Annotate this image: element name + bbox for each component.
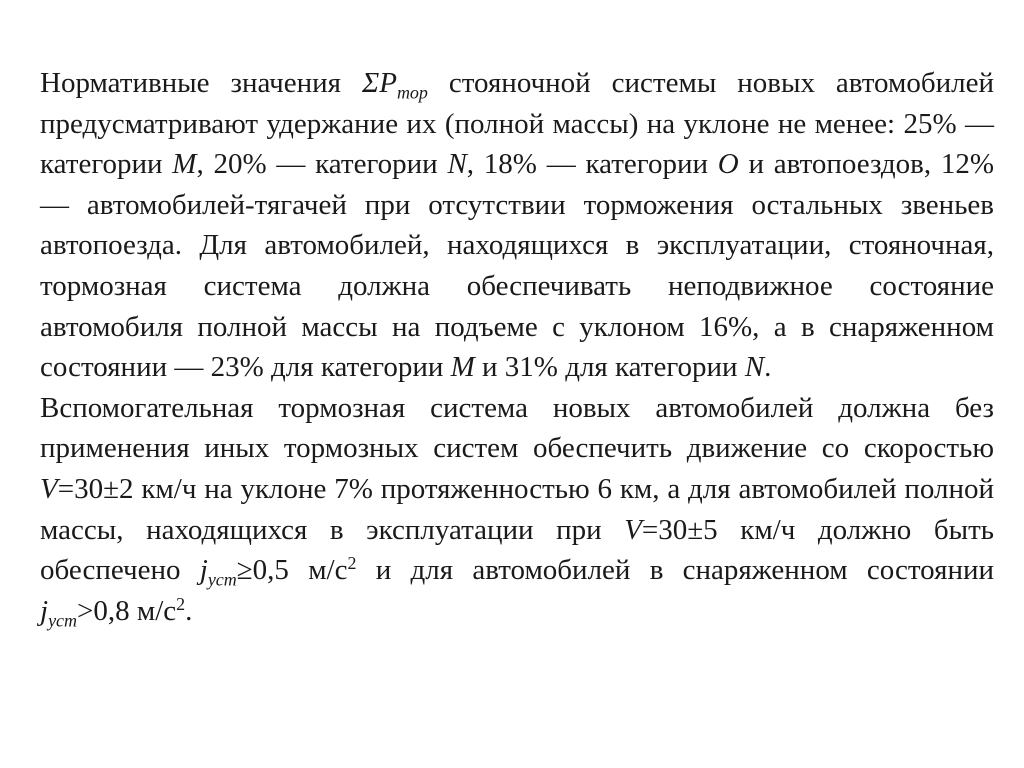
text-run: Вспомогательная тормозная система новых автомобилей должна без применения иных тормозных систем обеспечить движение со скоростью xyxy=(40,391,994,465)
symbol-v: V xyxy=(624,513,642,546)
text-run: , 18% — категории xyxy=(466,148,718,181)
category-m: M xyxy=(172,148,197,181)
text-run: Нормативные значения xyxy=(40,67,362,99)
symbol-v: V xyxy=(40,472,58,505)
text-run: . xyxy=(764,351,772,384)
paragraph-parking-brake xyxy=(40,63,994,388)
category-m: M xyxy=(450,351,475,384)
text-run: и автопоездов, 12% — автомобилей-тягачей при отсутствии торможения остальных звеньев автопоезда. Для автомобилей, находящихся в эксплуатации, стояночная, тормозная система должна обеспечивать неподвижное состояние автомобиля полной массы на подъеме с уклоном 16%, а в снаряженном состоянии — 23% для категории xyxy=(40,148,995,384)
text-run: и для автомобилей в снаряженном состоянии xyxy=(356,554,995,587)
category-o: O xyxy=(717,148,739,181)
subscript-ust: уст xyxy=(207,569,237,590)
symbol-sigma-p: ΣP xyxy=(361,67,397,99)
symbol-j: j xyxy=(40,594,49,627)
symbol-j: j xyxy=(199,554,208,587)
subscript-ust: уст xyxy=(48,610,77,630)
text-run: >0,8 м/с xyxy=(77,594,177,627)
superscript-2: 2 xyxy=(347,553,357,574)
text-run: ≥0,5 м/с xyxy=(236,554,348,587)
text-run: и 31% для категории xyxy=(474,351,745,384)
text-run: =30±5 км/ч должно быть обеспечено xyxy=(40,513,994,587)
slide-content xyxy=(40,63,994,631)
subscript-tor: тор xyxy=(396,82,428,103)
text-run: , 20% — категории xyxy=(196,148,448,181)
category-n: N xyxy=(744,351,765,384)
text-run: =30±2 км/ч на уклоне 7% протяженностью 6 км, а для автомобилей полной массы, находящихся в эксплуатации при xyxy=(40,472,994,546)
superscript-2: 2 xyxy=(176,593,186,614)
category-n: N xyxy=(447,148,467,181)
text-run: . xyxy=(185,594,193,627)
paragraph-auxiliary-brake xyxy=(40,388,994,632)
text-run: стояночной системы новых автомобилей предусматривают удержание их (полной массы) на уклоне не менее: 25% — категории xyxy=(40,67,994,181)
